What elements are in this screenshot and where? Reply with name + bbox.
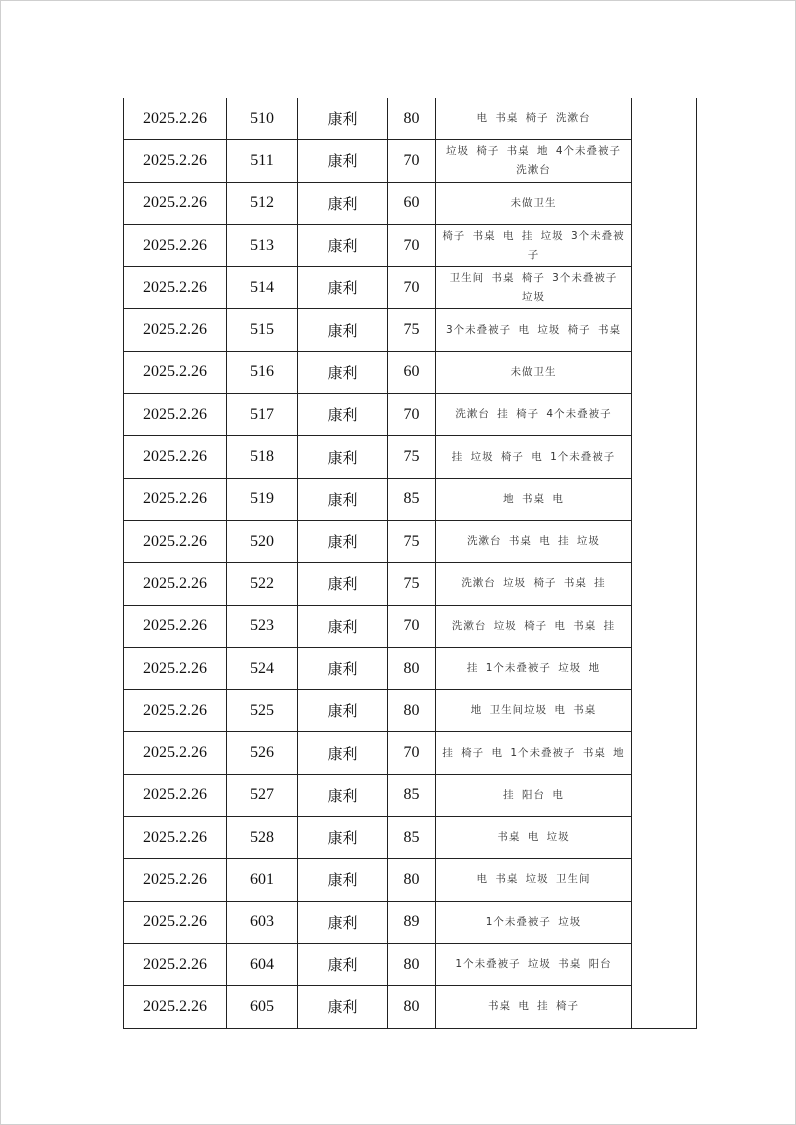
empty-cell [632, 647, 697, 689]
date-cell: 2025.2.26 [124, 267, 227, 309]
empty-cell [632, 182, 697, 224]
inspector-name-cell: 康利 [298, 351, 388, 393]
room-number-cell: 528 [227, 817, 298, 859]
score-cell: 60 [388, 351, 436, 393]
inspector-name-cell: 康利 [298, 943, 388, 985]
room-number-cell: 605 [227, 986, 298, 1028]
inspector-name-cell: 康利 [298, 986, 388, 1028]
room-number-cell: 518 [227, 436, 298, 478]
empty-cell [632, 859, 697, 901]
table-row [124, 436, 697, 478]
empty-cell [632, 436, 697, 478]
room-number-cell: 515 [227, 309, 298, 351]
room-number-cell: 510 [227, 98, 298, 140]
date-cell: 2025.2.26 [124, 436, 227, 478]
empty-cell [632, 690, 697, 732]
notes-cell: 垃圾 椅子 书桌 地 4个未叠被子 洗漱台 [436, 140, 632, 182]
table-row [124, 605, 697, 647]
room-number-cell: 519 [227, 478, 298, 520]
notes-cell: 洗漱台 书桌 电 挂 垃圾 [436, 520, 632, 562]
score-cell: 75 [388, 436, 436, 478]
room-number-cell: 603 [227, 901, 298, 943]
score-cell: 85 [388, 478, 436, 520]
score-cell: 70 [388, 140, 436, 182]
notes-cell: 未做卫生 [436, 351, 632, 393]
room-number-cell: 601 [227, 859, 298, 901]
room-number-cell: 520 [227, 520, 298, 562]
score-cell: 80 [388, 859, 436, 901]
inspector-name-cell: 康利 [298, 520, 388, 562]
inspector-name-cell: 康利 [298, 267, 388, 309]
notes-cell: 书桌 电 垃圾 [436, 817, 632, 859]
date-cell: 2025.2.26 [124, 943, 227, 985]
table-row [124, 732, 697, 774]
score-cell: 80 [388, 647, 436, 689]
score-cell: 70 [388, 224, 436, 266]
notes-cell: 1个未叠被子 垃圾 书桌 阳台 [436, 943, 632, 985]
empty-cell [632, 943, 697, 985]
room-number-cell: 526 [227, 732, 298, 774]
date-cell: 2025.2.26 [124, 140, 227, 182]
empty-cell [632, 605, 697, 647]
empty-cell [632, 817, 697, 859]
table-row [124, 140, 697, 182]
notes-cell: 椅子 书桌 电 挂 垃圾 3个未叠被子 [436, 224, 632, 266]
score-cell: 80 [388, 98, 436, 140]
room-number-cell: 523 [227, 605, 298, 647]
date-cell: 2025.2.26 [124, 309, 227, 351]
date-cell: 2025.2.26 [124, 224, 227, 266]
inspector-name-cell: 康利 [298, 859, 388, 901]
room-number-cell: 511 [227, 140, 298, 182]
score-cell: 70 [388, 605, 436, 647]
score-cell: 60 [388, 182, 436, 224]
notes-cell: 地 书桌 电 [436, 478, 632, 520]
inspector-name-cell: 康利 [298, 478, 388, 520]
table-row [124, 986, 697, 1028]
table-row [124, 309, 697, 351]
empty-cell [632, 478, 697, 520]
table-row [124, 98, 697, 140]
empty-cell [632, 224, 697, 266]
notes-cell: 未做卫生 [436, 182, 632, 224]
inspector-name-cell: 康利 [298, 436, 388, 478]
inspector-name-cell: 康利 [298, 182, 388, 224]
inspector-name-cell: 康利 [298, 690, 388, 732]
table-row [124, 520, 697, 562]
table-row [124, 817, 697, 859]
table-row [124, 859, 697, 901]
notes-cell: 洗漱台 垃圾 椅子 书桌 挂 [436, 563, 632, 605]
score-cell: 75 [388, 309, 436, 351]
room-number-cell: 524 [227, 647, 298, 689]
notes-cell: 电 书桌 垃圾 卫生间 [436, 859, 632, 901]
empty-cell [632, 901, 697, 943]
room-number-cell: 512 [227, 182, 298, 224]
score-cell: 70 [388, 267, 436, 309]
date-cell: 2025.2.26 [124, 351, 227, 393]
score-cell: 75 [388, 563, 436, 605]
score-cell: 80 [388, 690, 436, 732]
score-cell: 85 [388, 774, 436, 816]
score-cell: 85 [388, 817, 436, 859]
inspector-name-cell: 康利 [298, 394, 388, 436]
table-row [124, 690, 697, 732]
notes-cell: 地 卫生间垃圾 电 书桌 [436, 690, 632, 732]
room-number-cell: 513 [227, 224, 298, 266]
empty-cell [632, 98, 697, 140]
table-row [124, 182, 697, 224]
notes-cell: 1个未叠被子 垃圾 [436, 901, 632, 943]
empty-cell [632, 520, 697, 562]
date-cell: 2025.2.26 [124, 98, 227, 140]
table-row [124, 267, 697, 309]
date-cell: 2025.2.26 [124, 690, 227, 732]
inspector-name-cell: 康利 [298, 309, 388, 351]
inspector-name-cell: 康利 [298, 605, 388, 647]
notes-cell: 书桌 电 挂 椅子 [436, 986, 632, 1028]
notes-cell: 电 书桌 椅子 洗漱台 [436, 98, 632, 140]
room-number-cell: 604 [227, 943, 298, 985]
inspector-name-cell: 康利 [298, 774, 388, 816]
date-cell: 2025.2.26 [124, 182, 227, 224]
notes-cell: 洗漱台 垃圾 椅子 电 书桌 挂 [436, 605, 632, 647]
notes-cell: 挂 垃圾 椅子 电 1个未叠被子 [436, 436, 632, 478]
score-cell: 75 [388, 520, 436, 562]
table-row [124, 351, 697, 393]
date-cell: 2025.2.26 [124, 859, 227, 901]
empty-cell [632, 140, 697, 182]
notes-cell: 3个未叠被子 电 垃圾 椅子 书桌 [436, 309, 632, 351]
date-cell: 2025.2.26 [124, 563, 227, 605]
room-number-cell: 516 [227, 351, 298, 393]
date-cell: 2025.2.26 [124, 986, 227, 1028]
notes-cell: 挂 阳台 电 [436, 774, 632, 816]
score-cell: 89 [388, 901, 436, 943]
notes-cell: 挂 1个未叠被子 垃圾 地 [436, 647, 632, 689]
score-cell: 70 [388, 732, 436, 774]
table-row [124, 943, 697, 985]
notes-cell: 洗漱台 挂 椅子 4个未叠被子 [436, 394, 632, 436]
inspection-table-container [123, 98, 686, 1030]
table-row [124, 647, 697, 689]
date-cell: 2025.2.26 [124, 520, 227, 562]
inspector-name-cell: 康利 [298, 817, 388, 859]
inspection-table [123, 98, 697, 1029]
inspector-name-cell: 康利 [298, 901, 388, 943]
table-row [124, 224, 697, 266]
date-cell: 2025.2.26 [124, 394, 227, 436]
score-cell: 70 [388, 394, 436, 436]
empty-cell [632, 732, 697, 774]
inspector-name-cell: 康利 [298, 647, 388, 689]
table-row [124, 478, 697, 520]
empty-cell [632, 309, 697, 351]
inspector-name-cell: 康利 [298, 732, 388, 774]
score-cell: 80 [388, 986, 436, 1028]
empty-cell [632, 351, 697, 393]
room-number-cell: 514 [227, 267, 298, 309]
score-cell: 80 [388, 943, 436, 985]
empty-cell [632, 563, 697, 605]
notes-cell: 挂 椅子 电 1个未叠被子 书桌 地 [436, 732, 632, 774]
table-row [124, 563, 697, 605]
empty-cell [632, 394, 697, 436]
room-number-cell: 525 [227, 690, 298, 732]
inspector-name-cell: 康利 [298, 224, 388, 266]
table-row [124, 774, 697, 816]
date-cell: 2025.2.26 [124, 732, 227, 774]
date-cell: 2025.2.26 [124, 605, 227, 647]
date-cell: 2025.2.26 [124, 774, 227, 816]
inspector-name-cell: 康利 [298, 140, 388, 182]
room-number-cell: 522 [227, 563, 298, 605]
empty-cell [632, 986, 697, 1028]
inspector-name-cell: 康利 [298, 98, 388, 140]
notes-cell: 卫生间 书桌 椅子 3个未叠被子 垃圾 [436, 267, 632, 309]
inspector-name-cell: 康利 [298, 563, 388, 605]
empty-cell [632, 267, 697, 309]
date-cell: 2025.2.26 [124, 647, 227, 689]
date-cell: 2025.2.26 [124, 817, 227, 859]
room-number-cell: 527 [227, 774, 298, 816]
table-row [124, 901, 697, 943]
room-number-cell: 517 [227, 394, 298, 436]
date-cell: 2025.2.26 [124, 901, 227, 943]
date-cell: 2025.2.26 [124, 478, 227, 520]
empty-cell [632, 774, 697, 816]
inspection-table-body [124, 98, 697, 1028]
table-row [124, 394, 697, 436]
